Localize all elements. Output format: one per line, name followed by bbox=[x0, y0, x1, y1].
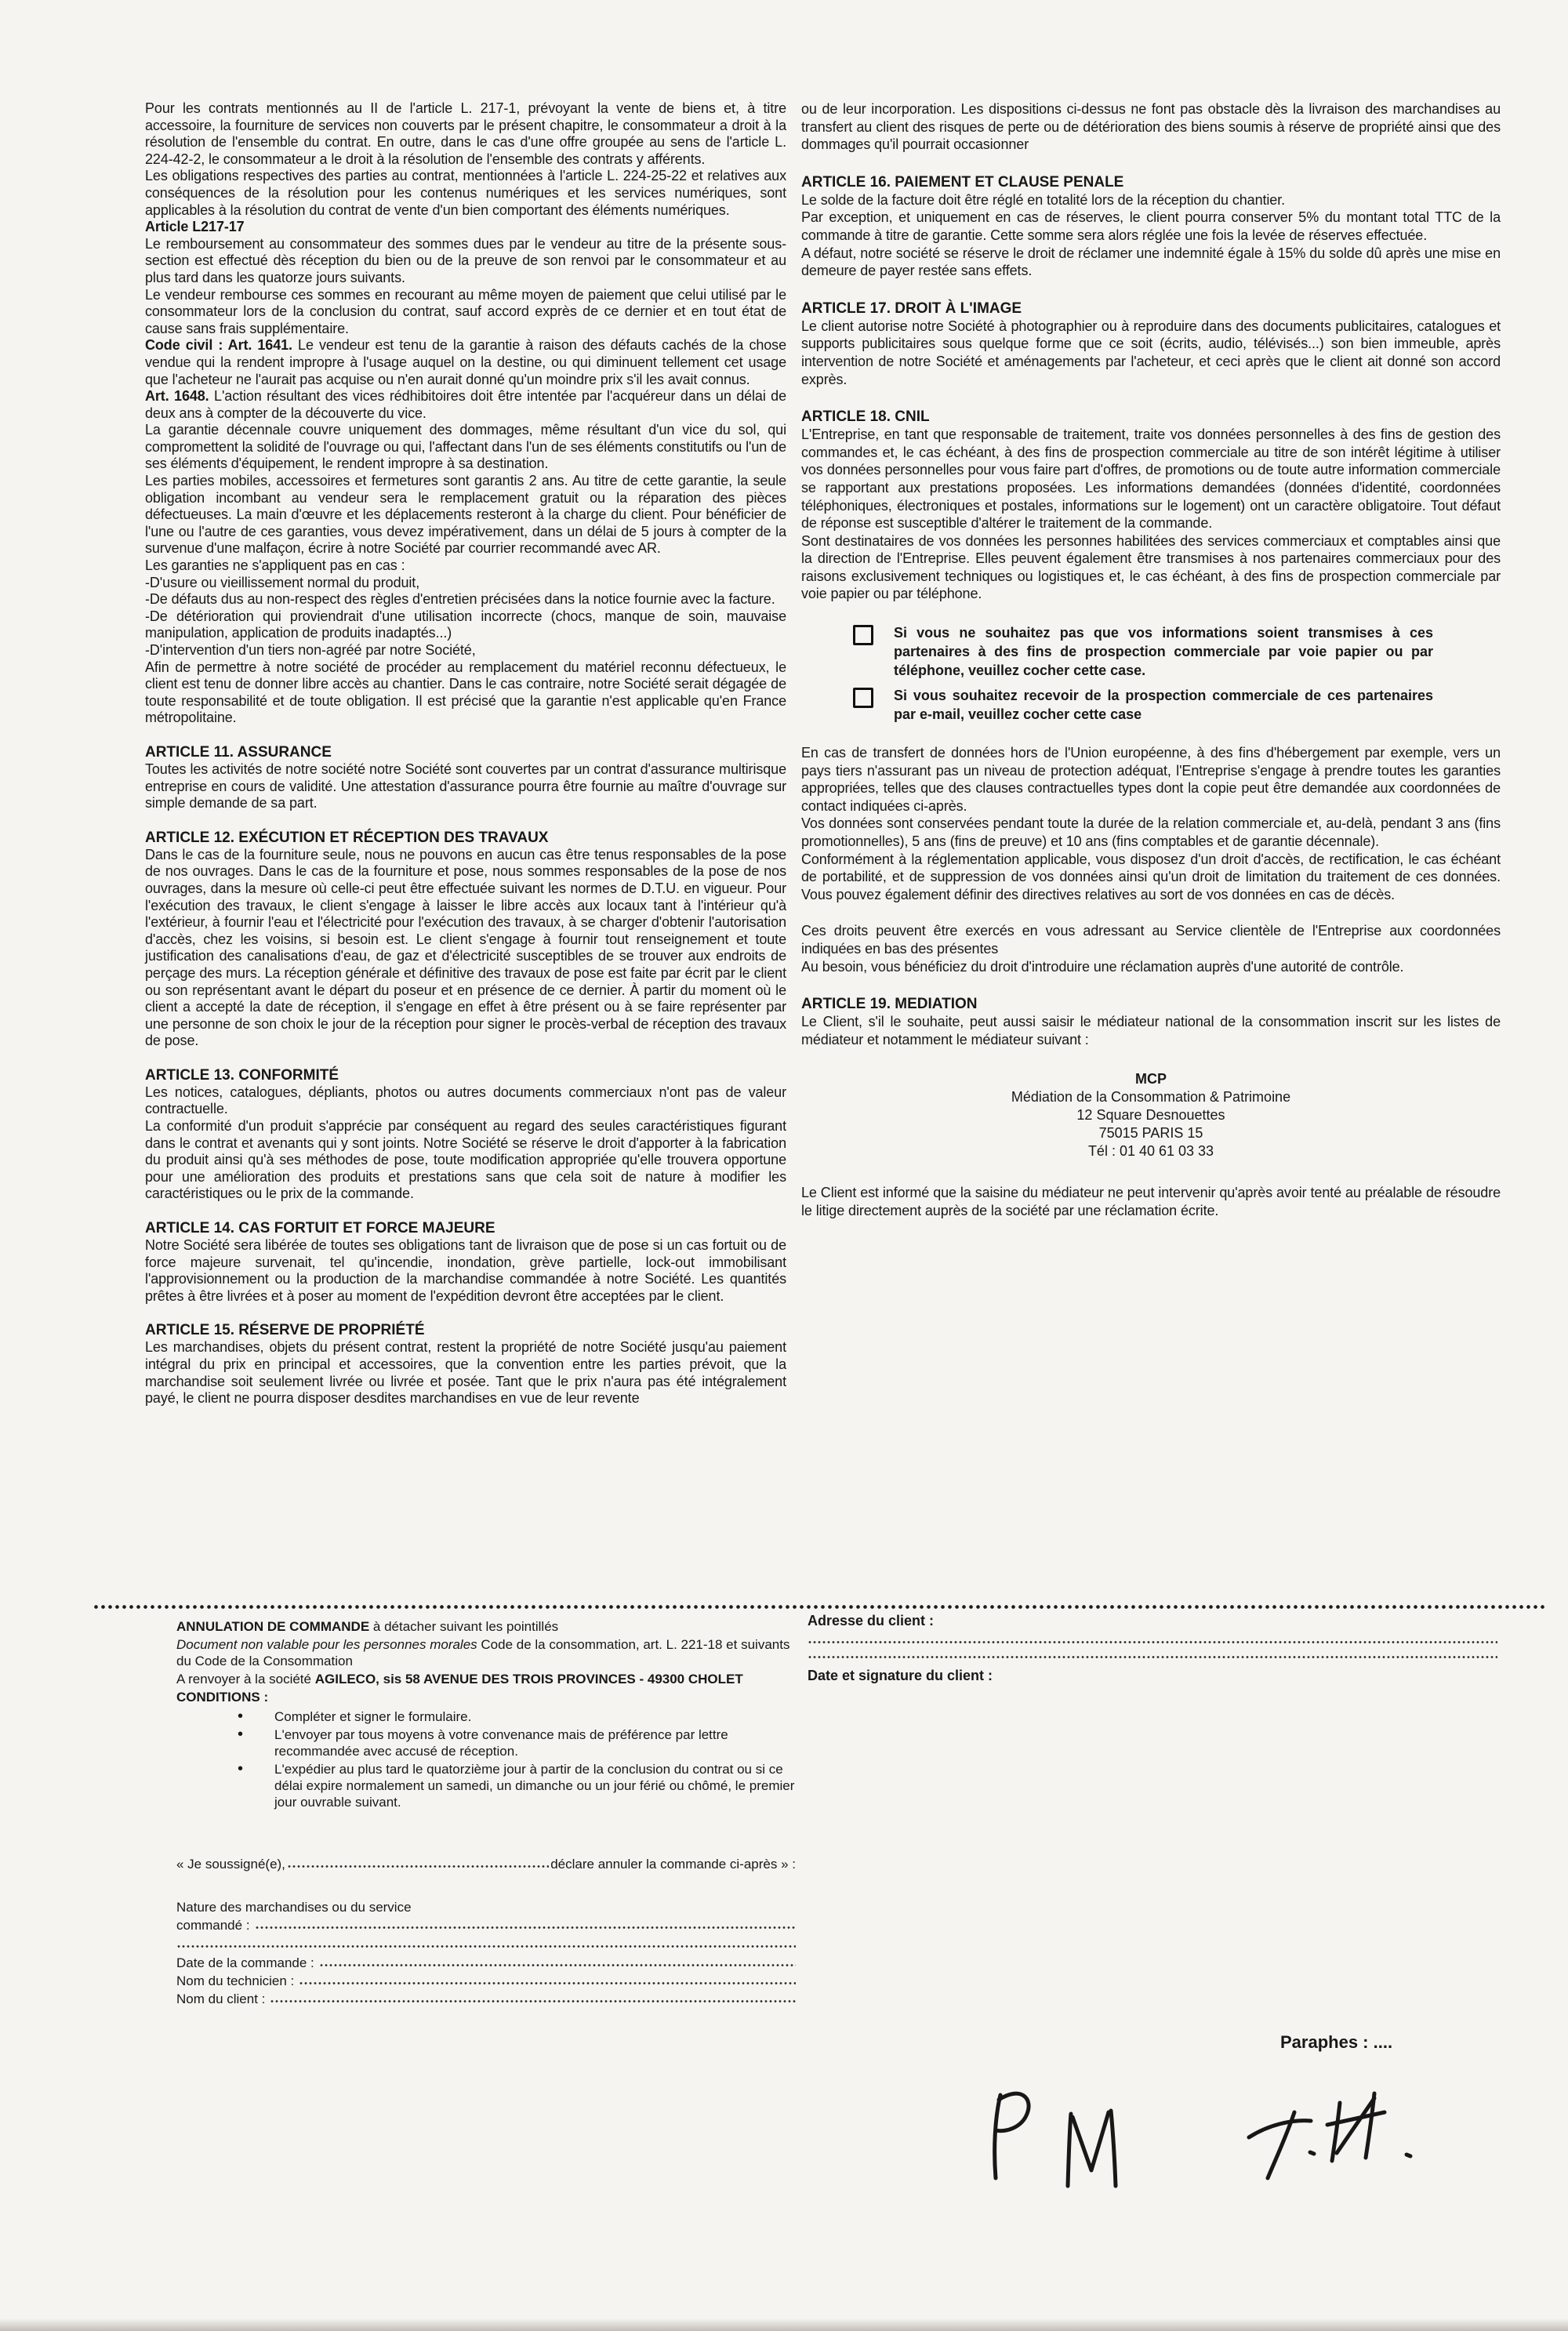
paragraph-parties-mobiles: Les parties mobiles, accessoires et fermetures sont garantis 2 ans. Au titre de cette garantie, la seule obligation incombant au vendeur sera le remplacement gratuit ou la réparation des pièces défectueuses. La main d'œuvre et les déplacements resteront à la charge du client. Pour bénéficier de l'une ou l'autre de ces garanties, vous devez impérativement, dans un délai de 5 jours à compter de la survenue d'une malfaçon, écrire à notre Société par courrier recommandé avec AR. bbox=[145, 473, 786, 557]
cancellation-fields bbox=[176, 1899, 796, 2007]
declaration-line bbox=[176, 1856, 796, 1872]
nature-field[interactable] bbox=[255, 1926, 796, 1930]
paragraph-paiement-1: Le solde de la facture doit être réglé en totalité lors de la réception du chantier. bbox=[801, 191, 1285, 208]
paragraph-paiement-2: Par exception, et uniquement en cas de réserves, le client pourra conserver 5% du montant total TTC de la commande à titre de garantie. Cette somme sera alors réglée une fois la levée de réserves effectuée. bbox=[801, 209, 1501, 243]
condition-item bbox=[238, 1761, 796, 1810]
paragraph-reserve-propriete: Les marchandises, objets du présent contrat, restent la propriété de notre Société jusqu'au paiement intégral du prix en principal et accessoires, que la convention entre les parties prévoit, que la marchandise soit seulement livrée ou livrée et posée. Tant que le prix n'aura pas été intégralement payé, le client ne pourra disposer desdites marchandises en vue de leur revente bbox=[145, 1339, 786, 1407]
paragraph-exercice-droits: Ces droits peuvent être exercés en vous adressant au Service clientèle de l'Entreprise aux coordonnées indiquées en bas des présentes bbox=[801, 923, 1501, 957]
paragraph-mediation: Le Client, s'il le souhaite, peut aussi saisir le médiateur national de la consommation inscrit sur les listes de médiateur et notamment le médiateur suivant : bbox=[801, 1014, 1501, 1047]
paragraph-cnil-2: Sont destinataires de vos données les personnes habilitées des services commerciaux et comptables ainsi que la direction de l'Entreprise. Elles peuvent également être transmises à nos partenaires commerciaux pour des raisons exclusivement techniques ou logistiques et, le cas échéant, à des fins de prospection commerciale par voie papier ou par téléphone. bbox=[801, 532, 1501, 602]
heading-article-14: ARTICLE 14. CAS FORTUIT ET FORCE MAJEURE bbox=[145, 1220, 495, 1237]
client-address-label: Adresse du client : bbox=[808, 1613, 935, 1628]
paragraph-paiement-3: A défaut, notre société se réserve le droit de réclamer une indemnité égale à 15% du solde dû après une mise en demeure de payer restée sans effets. bbox=[801, 245, 1501, 279]
condition-text: Compléter et signer le formulaire. bbox=[274, 1709, 472, 1724]
technician-name-label: Nom du technicien : bbox=[176, 1973, 295, 1988]
mediator-street: 12 Square Desnouettes bbox=[1076, 1107, 1225, 1124]
paragraph-incorporation: ou de leur incorporation. Les dispositions ci-dessus ne font pas obstacle dès la livraison des marchandises au transfert au client des risques de perte ou de détérioration des biens soumis à réserve de propriété ainsi que des dommages qu'il pourrait occasionner bbox=[801, 101, 1501, 153]
paragraph-droit-image: Le client autorise notre Société à photographier ou à reproduire dans des documents publicitaires, catalogues et supports publicitaires sous quelque forme que ce soit (écrits, audio, télévisés...) son bien immeuble, après intervention de notre Société et aménagements par l'acheteur, et ceci après que le client ait donné son accord exprès. bbox=[801, 318, 1501, 387]
paragraph-assurance: Toutes les activités de notre société notre Société sont couvertes par un contrat d'assurance multirisque entreprise en cours de validité. Une attestation d'assurance pourra être fournie au maître d'ouvrage sur simple demande de sa part. bbox=[145, 761, 786, 811]
paragraph-resolution-contrat: Pour les contrats mentionnés au II de l'article L. 217-1, prévoyant la vente de biens et, à titre accessoire, la fourniture de services non couverts par le présent chapitre, le consommateur a droit à la résolution de l'ensemble du contrat. En outre, dans le cas d'une offre groupée au sens de l'article L. 224-42-2, le consommateur a le droit à la résolution de l'ensemble des contrats y afférents. bbox=[145, 100, 786, 167]
paragraph-transfert-donnees: En cas de transfert de données hors de l'Union européenne, à des fins d'hébergement par exemple, vers un pays tiers n'assurant pas un niveau de protection adéquat, l'Entreprise s'engage à prendre toutes les garanties appropriées, telles que des clauses contractuelles types dont la copie peut être demandée aux coordonnées de contact indiquées ci-après. bbox=[801, 745, 1501, 814]
mediator-org: Médiation de la Consommation & Patrimoine bbox=[1011, 1089, 1291, 1106]
paragraph-remboursement: Le remboursement au consommateur des sommes dues par le vendeur au titre de la présente sous-section est effectué dès réception du bien ou de la preuve de son renvoi par le consommateur et au plus tard dans les quatorze jours suivants. bbox=[145, 235, 786, 285]
bullet-icon: • bbox=[238, 1726, 244, 1743]
return-to-lead: A renvoyer à la société bbox=[176, 1672, 315, 1687]
mediator-city: 75015 PARIS 15 bbox=[1098, 1125, 1203, 1142]
cancellation-note-italic: Document non valable pour les personnes morales bbox=[176, 1637, 477, 1652]
heading-article-11: ARTICLE 11. ASSURANCE bbox=[145, 743, 332, 761]
paragraph-droits-donnees: Conformément à la réglementation applicable, vous disposez d'un droit d'accès, de rectification, le cas échéant de portabilité, et de suppression de vos données ainsi qu'un droit de limitation du traitement de ces données. Vous pouvez également définir des directives relatives au sort de vos données en cas de décès. bbox=[801, 851, 1501, 902]
paragraph-libre-acces: Afin de permettre à notre société de procéder au remplacement du matériel reconnu défectueux, le client est tenu de donner libre accès au chantier. Dans le cas contraire, notre Société serait dégagée de toute responsabilité et de toute obligation. Il est précisé que la garantie n'est applicable qu'en France métropolitaine. bbox=[145, 659, 786, 726]
right-column bbox=[801, 100, 1501, 1220]
handwritten-initials bbox=[949, 2043, 1466, 2224]
paragraph-saisine-mediateur: Le Client est informé que la saisine du médiateur ne peut intervenir qu'après avoir tenté au préalable de résoudre le litige directement auprès de la société par une réclamation écrite. bbox=[801, 1185, 1501, 1218]
left-column bbox=[145, 100, 786, 1407]
handwritten-initial-h bbox=[1327, 2093, 1410, 2161]
code-civil-text: Le vendeur est tenu de la garantie à raison des défauts cachés de la chose vendue qui la rendent impropre à l'usage auquel on la destine, ou qui diminuent tellement cet usage que l'acheteur ne l'aurait pas acquise ou n'en aurait donné qu'un moindre prix s'il les avait connus. bbox=[145, 337, 786, 387]
mediator-address-block bbox=[801, 1070, 1501, 1160]
order-date-field[interactable] bbox=[319, 1963, 796, 1967]
client-name-label: Nom du client : bbox=[176, 1992, 266, 2006]
paragraph-garanties-exclusions-intro: Les garanties ne s'appliquent pas en cas : bbox=[145, 557, 405, 574]
declaration-prefix: « Je soussigné(e), bbox=[176, 1857, 285, 1872]
order-date-label: Date de la commande : bbox=[176, 1955, 314, 1970]
heading-article-18: ARTICLE 18. CNIL bbox=[801, 408, 930, 426]
paragraph-vendeur-rembourse: Le vendeur rembourse ces sommes en recourant au même moyen de paiement que celui utilisé par le consommateur lors de la conclusion du contrat, sauf accord exprès de ce dernier et en tout état de cause sans frais supplémentaire. bbox=[145, 286, 786, 336]
paragraph-conformite-1: Les notices, catalogues, dépliants, photos ou autres documents commerciaux n'ont pas de valeur contractuelle. bbox=[145, 1084, 786, 1117]
paragraph-obligations: Les obligations respectives des parties au contrat, mentionnées à l'article L. 224-25-22 et relatives aux conséquences de la résolution pour les contenus numériques et les services numériques, sont applicables à la résolution du contrat de vente d'un bien comportant des éléments numériques. bbox=[145, 168, 786, 218]
paragraph-conservation-donnees: Vos données sont conservées pendant toute la durée de la relation commerciale et, au-delà, pendant 3 ans (fins promotionnelles), 5 ans (fins de preuve) et 10 ans (fins comptables et de garantie décennale). bbox=[801, 815, 1501, 850]
heading-article-16: ARTICLE 16. PAIEMENT ET CLAUSE PENALE bbox=[801, 173, 1124, 191]
heading-article-13: ARTICLE 13. CONFORMITÉ bbox=[145, 1066, 339, 1084]
heading-article-17: ARTICLE 17. DROIT À L'IMAGE bbox=[801, 300, 1022, 317]
paragraph-cnil-1: L'Entreprise, en tant que responsable de traitement, traite vos données personnelles à des fins de gestion des commandes et, le cas échéant, à des fins de prospection commerciale au titre de son intérêt légitime à utiliser vos données personnelles pour vous faire part d'offres, de promotions ou de toute autre information commerciale se rapportant aux prestations proposées. Les informations demandées (données d'identité, coordonnées téléphoniques, électroniques et postales, informations sur le logement) ont un caractère obligatoire. Tout défaut de réponse est susceptible d'altérer le traitement de la commande. bbox=[801, 427, 1501, 532]
client-address-field-line2[interactable] bbox=[808, 1655, 1497, 1659]
exclusion-item: -De défauts dus au non-respect des règles d'entretien précisées dans la notice fournie avec la facture. bbox=[145, 591, 775, 608]
heading-article-12: ARTICLE 12. EXÉCUTION ET RÉCEPTION DES TRAVAUX bbox=[145, 829, 549, 846]
handwritten-initial-t bbox=[1249, 2112, 1314, 2178]
paragraph-code-civil-1641 bbox=[145, 337, 786, 388]
art-1648-lead: Art. 1648. bbox=[145, 388, 209, 405]
return-to-address: AGILECO, sis 58 AVENUE DES TROIS PROVINCES - 49300 CHOLET bbox=[314, 1672, 743, 1687]
conditions-label: CONDITIONS : bbox=[176, 1690, 269, 1705]
paragraph-art-1648 bbox=[145, 388, 786, 422]
handwritten-initial-p bbox=[995, 2093, 1029, 2178]
optout-checkbox[interactable] bbox=[853, 625, 873, 645]
date-signature-label: Date et signature du client : bbox=[808, 1668, 993, 1683]
exclusion-item: -D'intervention d'un tiers non-agréé par notre Société, bbox=[145, 642, 476, 658]
nature-label: commandé : bbox=[176, 1918, 250, 1933]
paragraph-execution-travaux: Dans le cas de la fourniture seule, nous ne pouvons en aucun cas être tenus responsables de la pose de nos ouvrages. Dans le cas de la fourniture et pose, nous sommes responsables de la pose de nos ouvrages, dans la mesure où celle-ci peut être effectuée suivant les normes de D.T.U. en vigueur. Pour l'exécution des travaux, le client s'engage à laisser le libre accès aux locaux tant à l'intérieur qu'à l'extérieur, à fournir l'eau et l'électricité pour l'exécution des travaux, à se charger d'obtenir l'autorisation d'accès, chez les voisins, si besoin est. Le client s'engage à fournir tout renseignement et toute justification des canalisations d'eau, de gaz et d'électricité susceptibles de se trouver aux endroits de perçage des murs. La réception générale et définitive des travaux de pose est faite par écrit par le client ou son représentant avant le départ du poseur et en présence de ce dernier. À partir du moment où le client a accepté la date de réception, il s'engage en effet à être présent ou à se faire représenter par une personne de son choix le jour de la réception pour signer le procès-verbal de réception des travaux de pose. bbox=[145, 846, 786, 1049]
client-signature-block bbox=[808, 1612, 1497, 1684]
scan-edge-artifact bbox=[0, 2318, 1568, 2331]
exclusion-item: -De détérioration qui proviendrait d'une utilisation incorrecte (chocs, manque de soin, mauvaise manipulation, application de produits inadaptés...) bbox=[145, 608, 786, 641]
handwritten-initial-m bbox=[1068, 2111, 1116, 2186]
cancellation-title: ANNULATION DE COMMANDE bbox=[176, 1619, 370, 1634]
declaration-suffix: déclare annuler la commande ci-après » : bbox=[550, 1857, 796, 1872]
mediator-phone: Tél : 01 40 61 03 33 bbox=[1087, 1143, 1214, 1160]
cancellation-form bbox=[176, 1618, 796, 2007]
optin-checkbox[interactable] bbox=[853, 688, 873, 708]
client-address-field-line1[interactable] bbox=[808, 1640, 1497, 1644]
art-1648-text: L'action résultant des vices rédhibitoires doit être intentée par l'acquéreur dans un délai de deux ans à compter de la découverte du vice. bbox=[145, 388, 786, 421]
heading-article-l217-17: Article L217-17 bbox=[145, 219, 245, 235]
signatory-name-field[interactable] bbox=[287, 1864, 549, 1868]
nature-field-line2[interactable] bbox=[176, 1944, 796, 1948]
condition-text: L'expédier au plus tard le quatorzième jour à partir de la conclusion du contrat ou si ce délai expire normalement un samedi, un dimanche ou un jour férié ou chômé, le premier jour ouvrable suivant. bbox=[274, 1762, 795, 1810]
code-civil-lead: Code civil : Art. 1641. bbox=[145, 337, 292, 354]
optin-label: Si vous souhaitez recevoir de la prospection commerciale de ces partenaires par e-mail, veuillez cocher cette case bbox=[894, 688, 1433, 723]
perforation-dotted-line bbox=[93, 1604, 1544, 1610]
paragraph-garantie-decennale: La garantie décennale couvre uniquement des dommages, même résultant d'un vice du sol, qui compromettent la solidité de l'ouvrage ou qui, l'affectant dans l'un de ses éléments constitutifs ou l'un de ses éléments d'équipement, le rendent impropre à sa destination. bbox=[145, 422, 786, 472]
condition-text: L'envoyer par tous moyens à votre convenance mais de préférence par lettre recommandée avec accusé de réception. bbox=[274, 1727, 728, 1759]
bullet-icon: • bbox=[238, 1760, 244, 1777]
condition-item bbox=[238, 1726, 796, 1759]
paragraph-conformite-2: La conformité d'un produit s'apprécie par conséquent au regard des seules caractéristiques figurant dans le contrat et avenants qui y sont joints. Notre Société se réserve le droit d'apporter à la fabrication du produit ainsi qu'à ses méthodes de pose, toute modification appropriée qu'elle trouvera opportune pour une amélioration des produits et prestations sans que cela soit de nature à modifier les caractéristiques ou le prix de la commande. bbox=[145, 1118, 786, 1202]
conditions-list bbox=[176, 1708, 796, 1810]
cancellation-note-rest: Code de la consommation, art. L. 221-18 et suivants du Code de la Consommation bbox=[176, 1637, 790, 1668]
exclusion-item: -D'usure ou vieillissement normal du produit, bbox=[145, 574, 420, 590]
cancellation-title-suffix: à détacher suivant les pointillés bbox=[369, 1619, 559, 1634]
prospection-choices bbox=[853, 623, 1433, 724]
bullet-icon: • bbox=[238, 1708, 244, 1725]
condition-item bbox=[238, 1708, 796, 1725]
optin-row bbox=[853, 686, 1433, 724]
optout-label: Si vous ne souhaitez pas que vos informations soient transmises à ces partenaires à des fins de prospection commerciale par voie papier ou par téléphone, veuillez cocher cette case. bbox=[894, 625, 1433, 679]
client-name-field[interactable] bbox=[270, 1999, 796, 2003]
nature-label-line1: Nature des marchandises ou du service bbox=[176, 1900, 412, 1915]
optout-row bbox=[853, 623, 1433, 680]
technician-name-field[interactable] bbox=[299, 1981, 796, 1985]
paragraph-reclamation: Au besoin, vous bénéficiez du droit d'introduire une réclamation auprès d'une autorité de contrôle. bbox=[801, 958, 1404, 975]
heading-article-19: ARTICLE 19. MEDIATION bbox=[801, 996, 978, 1013]
heading-article-15: ARTICLE 15. RÉSERVE DE PROPRIÉTÉ bbox=[145, 1322, 425, 1339]
paraphes-label: Paraphes : .... bbox=[1280, 2032, 1393, 2052]
paragraph-force-majeure: Notre Société sera libérée de toutes ses obligations tant de livraison que de pose si un cas fortuit ou de force majeure survenait, tel qu'incendie, inondation, grève partielle, lock-out immobilisant l'approvisionnement ou la production de la marchandise commandée à notre Société. Les quantités prêtes à être livrées et à poser au moment de l'expédition devront être acceptées par le client. bbox=[145, 1237, 786, 1304]
mediator-name: MCP bbox=[1135, 1071, 1167, 1087]
